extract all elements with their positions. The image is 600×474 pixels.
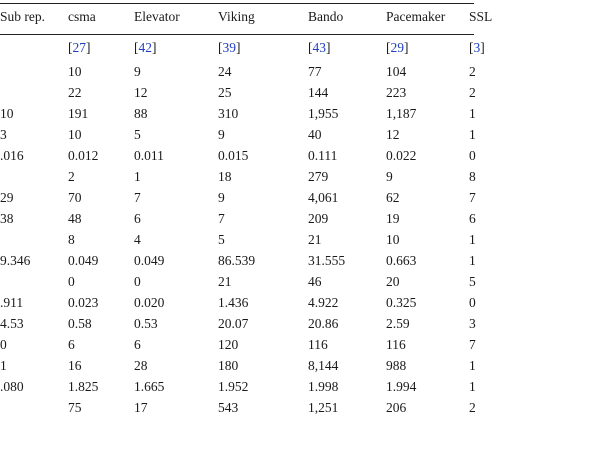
table-cell: 0.012	[68, 147, 99, 163]
table-cell: 28	[134, 358, 148, 374]
table-cell: 0	[68, 273, 75, 289]
table-cell: 209	[308, 210, 329, 226]
table-row	[0, 314, 600, 335]
table-cell: 6	[68, 337, 75, 353]
table-cell: 77	[308, 63, 322, 79]
reference-row-label	[0, 34, 68, 61]
table-cell: 0.023	[68, 295, 99, 311]
citation-cell[interactable]: [3]	[469, 39, 485, 55]
table-cell: 9	[218, 126, 225, 142]
table-cell: 10	[386, 231, 400, 247]
citation-link[interactable]: 3	[473, 39, 481, 55]
table-cell: 4	[134, 231, 141, 247]
table-row	[0, 377, 600, 398]
table-cell: 2.59	[386, 316, 410, 332]
table-cell: 70	[68, 189, 82, 205]
table-cell: 116	[308, 337, 328, 353]
table-cell: 0.111	[308, 147, 338, 163]
table-cell: 104	[386, 63, 407, 79]
table-cell: 22	[68, 84, 82, 100]
reference-row	[0, 34, 600, 61]
table-cell: 46	[308, 273, 322, 289]
table-cell: 116	[386, 337, 406, 353]
citation-cell[interactable]: [42]	[134, 39, 157, 55]
table-cell: 1.665	[134, 379, 165, 395]
table-cell: 1.952	[218, 379, 249, 395]
citation-cell[interactable]: [27]	[68, 39, 91, 55]
table-cell: 1.998	[308, 379, 339, 395]
table-cell: 1.436	[218, 295, 249, 311]
table-cell: 191	[68, 105, 89, 121]
citation-link[interactable]: 27	[72, 39, 86, 55]
table-cell: 9	[134, 63, 141, 79]
citation-link[interactable]: 39	[222, 39, 236, 55]
table-cell: 988	[386, 358, 407, 374]
table-cell: 120	[218, 337, 239, 353]
table-cell: 12	[386, 126, 400, 142]
table-cell: 0.020	[134, 295, 165, 311]
header-cell-sub-rep: Sub rep.	[0, 9, 45, 24]
table-cell: 62	[386, 189, 400, 205]
citation-cell[interactable]: [29]	[386, 39, 409, 55]
row-label-cell: 4.53	[0, 316, 24, 332]
table-cell: 1	[469, 105, 476, 121]
table-cell: 31.555	[308, 252, 346, 268]
table-cell: 1	[469, 126, 476, 142]
header-cell-pacemaker: Pacemaker	[386, 9, 446, 24]
table-cell: 8,144	[308, 358, 339, 374]
table-cell: 1,187	[386, 105, 417, 121]
table-cell: 1	[469, 379, 476, 395]
table-cell: 3	[469, 316, 476, 332]
row-label-cell: 29	[0, 189, 14, 205]
table-cell: 24	[218, 63, 232, 79]
table-row	[0, 398, 600, 419]
table-cell: 88	[134, 105, 148, 121]
table-cell: 12	[134, 84, 148, 100]
table-cell: 4.922	[308, 295, 339, 311]
table-cell: 5	[218, 231, 225, 247]
table-cell: 20.07	[218, 316, 249, 332]
row-label-cell: .080	[0, 379, 24, 395]
table-row	[0, 187, 600, 208]
table-cell: 5	[134, 126, 141, 142]
table-cell: 40	[308, 126, 322, 142]
table-cell: 75	[68, 400, 82, 416]
table-cell: 6	[134, 210, 141, 226]
table-cell: 9	[218, 189, 225, 205]
table-cell: 223	[386, 84, 407, 100]
table-row	[0, 82, 600, 103]
row-label-cell	[0, 229, 68, 250]
table-cell: 20	[386, 273, 400, 289]
table-cell: 1,251	[308, 400, 339, 416]
table-row	[0, 229, 600, 250]
citation-link[interactable]: 43	[312, 39, 326, 55]
table-row	[0, 166, 600, 187]
table-row	[0, 145, 600, 166]
table-cell: 0.049	[68, 252, 99, 268]
citation-link[interactable]: 42	[138, 39, 152, 55]
table-cell: 7	[469, 337, 476, 353]
row-label-cell: 1	[0, 358, 7, 374]
table-cell: 310	[218, 105, 239, 121]
table-cell: 5	[469, 273, 476, 289]
table-cell: 20.86	[308, 316, 339, 332]
table-cell: 1	[134, 168, 141, 184]
table-cell: 7	[134, 189, 141, 205]
header-cell-elevator: Elevator	[134, 9, 180, 24]
table-cell: 144	[308, 84, 329, 100]
row-label-cell	[0, 166, 68, 187]
table-row	[0, 335, 600, 356]
table-row	[0, 356, 600, 377]
table-cell: 0.011	[134, 147, 164, 163]
row-label-cell: 3	[0, 126, 7, 142]
table-cell: 543	[218, 400, 239, 416]
table-cell: 1.994	[386, 379, 417, 395]
table-cell: 7	[218, 210, 225, 226]
table-cell: 16	[68, 358, 82, 374]
table-cell: 8	[68, 231, 75, 247]
table-cell: 0	[134, 273, 141, 289]
header-cell-ssl: SSL	[469, 9, 493, 24]
row-label-cell	[0, 271, 68, 292]
row-label-cell	[0, 82, 68, 103]
table-cell: 0.022	[386, 147, 417, 163]
header-cell-bando: Bando	[308, 9, 344, 24]
table-cell: 10	[68, 63, 82, 79]
row-label-cell: 38	[0, 210, 14, 226]
citation-cell[interactable]: [39]	[218, 39, 241, 55]
table-cell: 0	[469, 295, 476, 311]
table-header-row	[0, 0, 600, 34]
table-cell: 21	[308, 231, 322, 247]
table-cell: 6	[469, 210, 476, 226]
table-cell: 19	[386, 210, 400, 226]
table-row	[0, 293, 600, 314]
table-row	[0, 250, 600, 271]
table-cell: 8	[469, 168, 476, 184]
header-cell-viking: Viking	[218, 9, 255, 24]
table-cell: 17	[134, 400, 148, 416]
row-label-cell: 10	[0, 105, 14, 121]
table-cell: 0.325	[386, 295, 417, 311]
table-cell: 2	[469, 63, 476, 79]
row-label-cell	[0, 61, 68, 82]
table-cell: 1	[469, 358, 476, 374]
citation-link[interactable]: 29	[390, 39, 404, 55]
citation-cell[interactable]: [43]	[308, 39, 331, 55]
table-cell: 18	[218, 168, 232, 184]
table-cell: 7	[469, 189, 476, 205]
table-row	[0, 61, 600, 82]
row-label-cell: 9.346	[0, 252, 31, 268]
table-cell: 0.663	[386, 252, 417, 268]
table-cell: 0	[469, 147, 476, 163]
table-cell: 25	[218, 84, 232, 100]
table-cell: 1.825	[68, 379, 99, 395]
table-cell: 10	[68, 126, 82, 142]
table-cell: 0.53	[134, 316, 158, 332]
table-cell: 1	[469, 231, 476, 247]
table-cell: 206	[386, 400, 407, 416]
row-label-cell	[0, 398, 68, 419]
table-cell: 0.015	[218, 147, 249, 163]
row-label-cell: .016	[0, 147, 24, 163]
table-cell: 2	[469, 84, 476, 100]
table-cell: 48	[68, 210, 82, 226]
header-cell-csma: csma	[68, 9, 96, 24]
table-cell: 2	[68, 168, 75, 184]
table-cell: 4,061	[308, 189, 339, 205]
table-cell: 0.58	[68, 316, 92, 332]
table-cell: 1	[469, 252, 476, 268]
table-cell: 6	[134, 337, 141, 353]
table-cell: 2	[469, 400, 476, 416]
table-cell: 279	[308, 168, 329, 184]
table-cell: 9	[386, 168, 393, 184]
table-cell: 0.049	[134, 252, 165, 268]
row-label-cell: .911	[0, 295, 24, 311]
row-label-cell: 0	[0, 337, 7, 353]
table-cell: 86.539	[218, 252, 256, 268]
table-row	[0, 124, 600, 145]
table-cell: 180	[218, 358, 239, 374]
table-cell: 1,955	[308, 105, 339, 121]
table-cell: 21	[218, 273, 232, 289]
table-row	[0, 103, 600, 124]
table-row	[0, 271, 600, 292]
table-row	[0, 208, 600, 229]
